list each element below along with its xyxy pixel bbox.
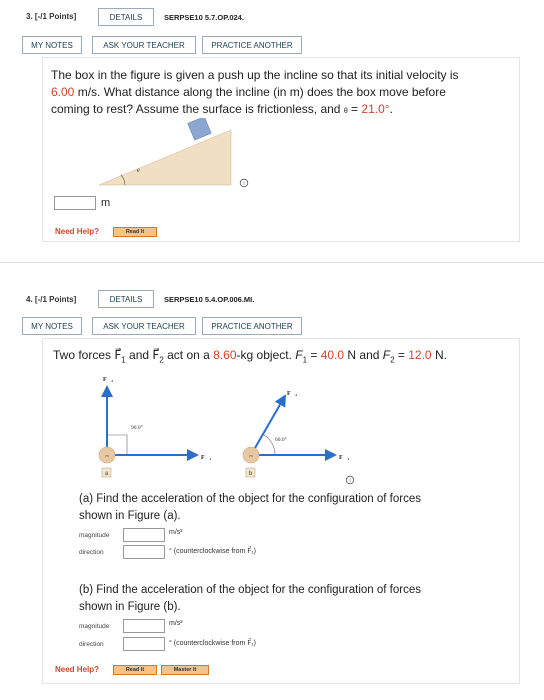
ask-teacher-button[interactable]: ASK YOUR TEACHER [92, 317, 196, 335]
mass-value: 8.60 [213, 348, 237, 362]
practice-another-button[interactable]: PRACTICE ANOTHER [202, 36, 302, 54]
incline-figure [99, 118, 299, 188]
separator [0, 262, 544, 263]
direction-unit: ° (counterclockwise from F⃗₁) [169, 548, 256, 555]
question-number: 3. [-/1 Points] [26, 12, 77, 21]
f2-arrow [251, 396, 285, 455]
f1-label: F⃗₁ [201, 455, 212, 461]
figure-b [239, 369, 359, 479]
need-help-label: Need Help? [55, 227, 100, 236]
figure-a [91, 369, 221, 479]
f2-label: F⃗₂ [103, 377, 114, 383]
part-a-text: (a) Find the acceleration of the object for the configuration of forces shown in Figure (a). [79, 493, 421, 522]
info-icon[interactable] [345, 475, 355, 485]
details-button[interactable]: DETAILS [98, 290, 154, 308]
angle-value: 21.0° [361, 102, 390, 116]
svg-text:i: i [349, 478, 351, 485]
accel-unit: m/s² [169, 529, 183, 536]
read-it-button[interactable]: Read It [113, 227, 157, 237]
magnitude-label: magnitude [79, 532, 110, 539]
info-icon[interactable] [239, 178, 249, 188]
mass-label: m [249, 453, 253, 458]
problem-code: SERPSE10 5.7.OP.024. [164, 13, 244, 22]
angle-arc [263, 434, 275, 455]
question-number: 4. [-/1 Points] [26, 295, 77, 304]
question-4-panel [42, 338, 520, 684]
svg-text:i: i [243, 181, 245, 188]
question-text: The box in the figure is given a push up the incline so that its initial velocity is 6.00 m/s. What distance along the incline (in m) does the box move before coming to rest? Assume the surface is frictionless, and θ = 21.0°. [51, 68, 459, 116]
details-button[interactable]: DETAILS [98, 8, 154, 26]
f1-value: 40.0 [320, 348, 345, 362]
angle-label: 90.0° [131, 425, 143, 431]
accel-unit: m/s² [169, 620, 183, 627]
f2-label: F⃗₂ [287, 391, 298, 397]
part-b-text: (b) Find the acceleration of the object for the configuration of forces shown in Figure (b). [79, 584, 421, 613]
direction-label: direction [79, 641, 104, 648]
part-b-direction-input[interactable] [123, 637, 165, 651]
f2-value: 12.0 [408, 348, 432, 362]
master-it-button[interactable]: Master It [161, 665, 209, 675]
my-notes-button[interactable]: MY NOTES [22, 317, 82, 335]
read-it-button[interactable]: Read It [113, 665, 157, 675]
box-shape [188, 118, 212, 140]
figure-theta-label: θ [137, 169, 140, 174]
velocity-value: 6.00 [51, 85, 75, 99]
part-a-direction-input[interactable] [123, 545, 165, 559]
direction-unit: ° (counterclockwise from F⃗₁) [169, 640, 256, 647]
part-b-magnitude-input[interactable] [123, 619, 165, 633]
question-text: Two forces $F⃗_1$ and $F⃗_2$ act on a 8.60-kg object. $F_1 = 40.0$ N and $F_2 = 12.0$ N. [53, 348, 447, 365]
figure-tag: a [104, 471, 109, 477]
mass-label: m [105, 453, 109, 458]
my-notes-button[interactable]: MY NOTES [22, 36, 82, 54]
figure-tag: b [248, 471, 253, 477]
distance-input[interactable] [54, 196, 96, 210]
practice-another-button[interactable]: PRACTICE ANOTHER [202, 317, 302, 335]
ask-teacher-button[interactable]: ASK YOUR TEACHER [92, 36, 196, 54]
direction-label: direction [79, 549, 104, 556]
magnitude-label: magnitude [79, 623, 110, 630]
theta-symbol: θ [343, 108, 348, 115]
part-a-magnitude-input[interactable] [123, 528, 165, 542]
problem-code: SERPSE10 5.4.OP.006.MI. [164, 295, 255, 304]
need-help-label: Need Help? [55, 665, 100, 674]
f1-label: F⃗₁ [339, 455, 350, 461]
answer-unit: m [101, 197, 111, 209]
angle-label: 60.0° [275, 437, 287, 443]
incline-wedge [99, 130, 231, 185]
question-3-panel [42, 57, 520, 242]
